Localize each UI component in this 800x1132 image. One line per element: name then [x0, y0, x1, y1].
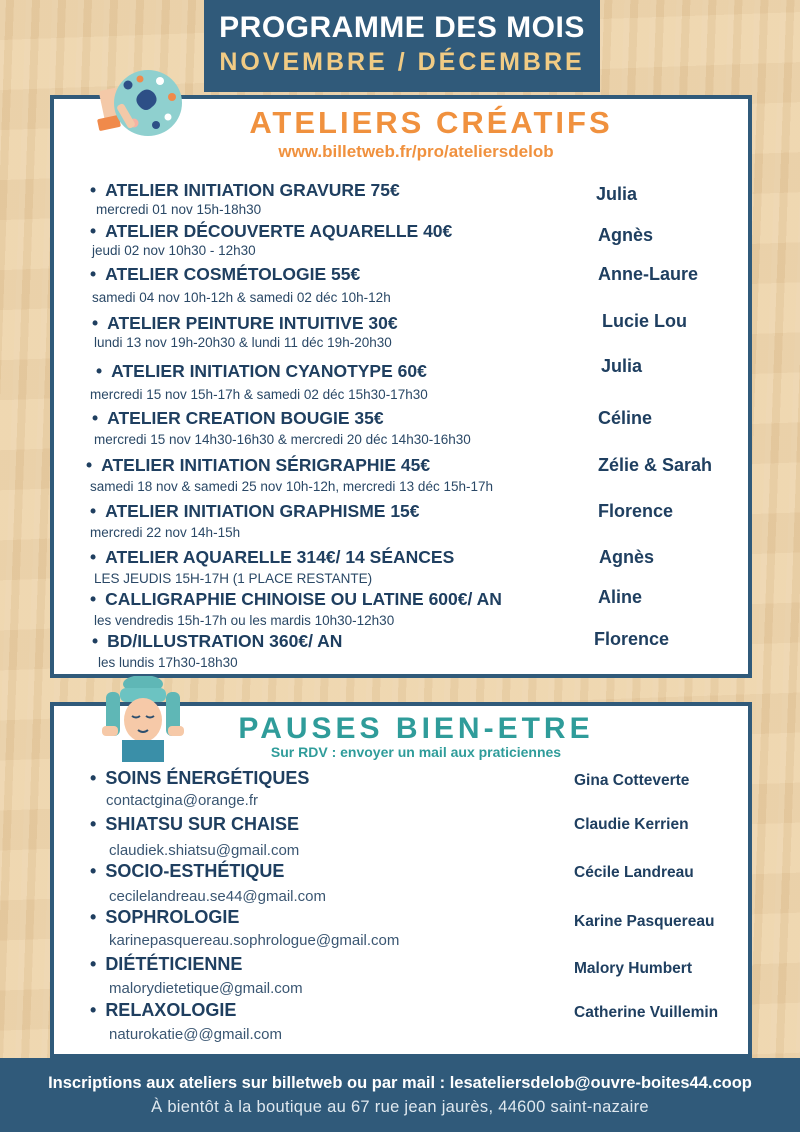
- atelier-schedule: samedi 04 nov 10h-12h & samedi 02 déc 10h-12h: [92, 290, 391, 305]
- atelier-schedule: mercredi 15 nov 15h-17h & samedi 02 déc 15h30-17h30: [90, 387, 428, 402]
- atelier-name: • ATELIER AQUARELLE 314€/ 14 SÉANCES: [90, 547, 454, 568]
- pause-practitioner: Karine Pasquereau: [574, 913, 715, 930]
- atelier-schedule: mercredi 22 nov 14h-15h: [90, 525, 241, 540]
- pause-practitioner: Malory Humbert: [574, 960, 692, 977]
- atelier-name: • ATELIER INITIATION GRAVURE 75€: [90, 180, 400, 201]
- pause-email[interactable]: karinepasquereau.sophrologue@gmail.com: [109, 932, 400, 949]
- atelier-name: • BD/ILLUSTRATION 360€/ AN: [92, 631, 342, 652]
- atelier-teacher: Céline: [598, 408, 653, 428]
- atelier-item: [54, 408, 748, 452]
- atelier-schedule: les lundis 17h30-18h30: [98, 655, 238, 670]
- pause-practitioner: Claudie Kerrien: [574, 816, 689, 833]
- footer-banner: [0, 1058, 800, 1132]
- atelier-item: [54, 501, 748, 545]
- pauses-title: PAUSES BIEN-ETRE: [238, 712, 594, 745]
- pause-item: [54, 814, 748, 858]
- pause-name: • RELAXOLOGIE: [90, 1000, 236, 1021]
- atelier-schedule: jeudi 02 nov 10h30 - 12h30: [92, 243, 256, 258]
- pause-name: • SOCIO-ESTHÉTIQUE: [90, 861, 284, 882]
- footer-address: À bientôt à la boutique au 67 rue jean jaurès, 44600 saint-nazaire: [151, 1098, 649, 1116]
- atelier-schedule: mercredi 15 nov 14h30-16h30 & mercredi 20 déc 14h30-16h30: [94, 432, 471, 447]
- header-banner: [204, 0, 600, 92]
- header-months: NOVEMBRE / DÉCEMBRE: [219, 48, 585, 76]
- pause-email[interactable]: contactgina@orange.fr: [106, 792, 258, 809]
- atelier-item: [54, 547, 748, 591]
- pause-practitioner: Gina Cotteverte: [574, 772, 690, 789]
- ateliers-title: ATELIERS CRÉATIFS: [249, 105, 613, 140]
- pause-practitioner: Catherine Vuillemin: [574, 1004, 719, 1021]
- pause-email[interactable]: cecilelandreau.se44@gmail.com: [109, 888, 327, 905]
- atelier-schedule: lundi 13 nov 19h-20h30 & lundi 11 déc 19h-20h30: [94, 335, 392, 350]
- billetweb-link[interactable]: www.billetweb.fr/pro/ateliersdelob: [278, 142, 554, 161]
- pause-item: [54, 907, 748, 951]
- atelier-teacher: Julia: [596, 184, 638, 204]
- pauses-panel: [50, 702, 752, 1058]
- pause-email[interactable]: naturokatie@@gmail.com: [109, 1026, 283, 1043]
- atelier-item: [54, 221, 748, 265]
- atelier-item: [54, 264, 748, 308]
- atelier-name: • ATELIER INITIATION SÉRIGRAPHIE 45€: [86, 455, 430, 476]
- atelier-name: • CALLIGRAPHIE CHINOISE OU LATINE 600€/ AN: [90, 589, 502, 610]
- atelier-item: [54, 589, 748, 633]
- pause-item: [54, 1000, 748, 1044]
- atelier-name: • ATELIER CREATION BOUGIE 35€: [92, 408, 384, 429]
- atelier-item: [54, 455, 748, 499]
- atelier-name: • ATELIER DÉCOUVERTE AQUARELLE 40€: [90, 221, 452, 242]
- atelier-schedule: samedi 18 nov & samedi 25 nov 10h-12h, mercredi 13 déc 15h-17h: [90, 479, 493, 494]
- atelier-teacher: Anne-Laure: [598, 264, 699, 284]
- pause-name: • DIÉTÉTICIENNE: [90, 954, 242, 975]
- pause-email[interactable]: malorydietetique@gmail.com: [109, 980, 303, 997]
- pause-item: [54, 861, 748, 905]
- atelier-teacher: Agnès: [598, 225, 654, 245]
- footer-inscriptions: Inscriptions aux ateliers sur billetweb ou par mail : lesateliersdelob@ouvre-boites44.coop: [48, 1074, 752, 1092]
- pause-name: • SOPHROLOGIE: [90, 907, 239, 928]
- pause-practitioner: Cécile Landreau: [574, 864, 694, 881]
- pause-item: [54, 768, 748, 812]
- pause-name: • SHIATSU SUR CHAISE: [90, 814, 299, 835]
- pause-item: [54, 954, 748, 998]
- atelier-item: [54, 356, 748, 405]
- ateliers-panel: [50, 95, 752, 678]
- atelier-name: • ATELIER COSMÉTOLOGIE 55€: [90, 264, 360, 285]
- atelier-item: [54, 180, 748, 224]
- pause-email[interactable]: claudiek.shiatsu@gmail.com: [109, 842, 300, 859]
- atelier-name: • ATELIER INITIATION GRAPHISME 15€: [90, 501, 420, 522]
- atelier-teacher: Lucie Lou: [602, 311, 687, 331]
- atelier-item: [54, 631, 748, 675]
- atelier-schedule: mercredi 01 nov 15h-18h30: [96, 202, 262, 217]
- atelier-teacher: Florence: [594, 629, 670, 649]
- pauses-subtitle: Sur RDV : envoyer un mail aux praticiennes: [270, 744, 562, 760]
- pause-name: • SOINS ÉNERGÉTIQUES: [90, 768, 309, 789]
- atelier-teacher: Zélie & Sarah: [598, 455, 713, 475]
- atelier-teacher: Julia: [601, 356, 643, 376]
- atelier-name: • ATELIER INITIATION CYANOTYPE 60€: [96, 361, 427, 382]
- atelier-schedule: LES JEUDIS 15H-17H (1 PLACE RESTANTE): [94, 571, 373, 586]
- atelier-schedule: les vendredis 15h-17h ou les mardis 10h30-12h30: [94, 613, 395, 628]
- atelier-name: • ATELIER PEINTURE INTUITIVE 30€: [92, 313, 398, 334]
- atelier-item: [54, 313, 748, 357]
- atelier-teacher: Aline: [598, 587, 643, 607]
- header-title: PROGRAMME DES MOIS: [219, 11, 585, 44]
- atelier-teacher: Agnès: [599, 547, 655, 567]
- atelier-teacher: Florence: [598, 501, 674, 521]
